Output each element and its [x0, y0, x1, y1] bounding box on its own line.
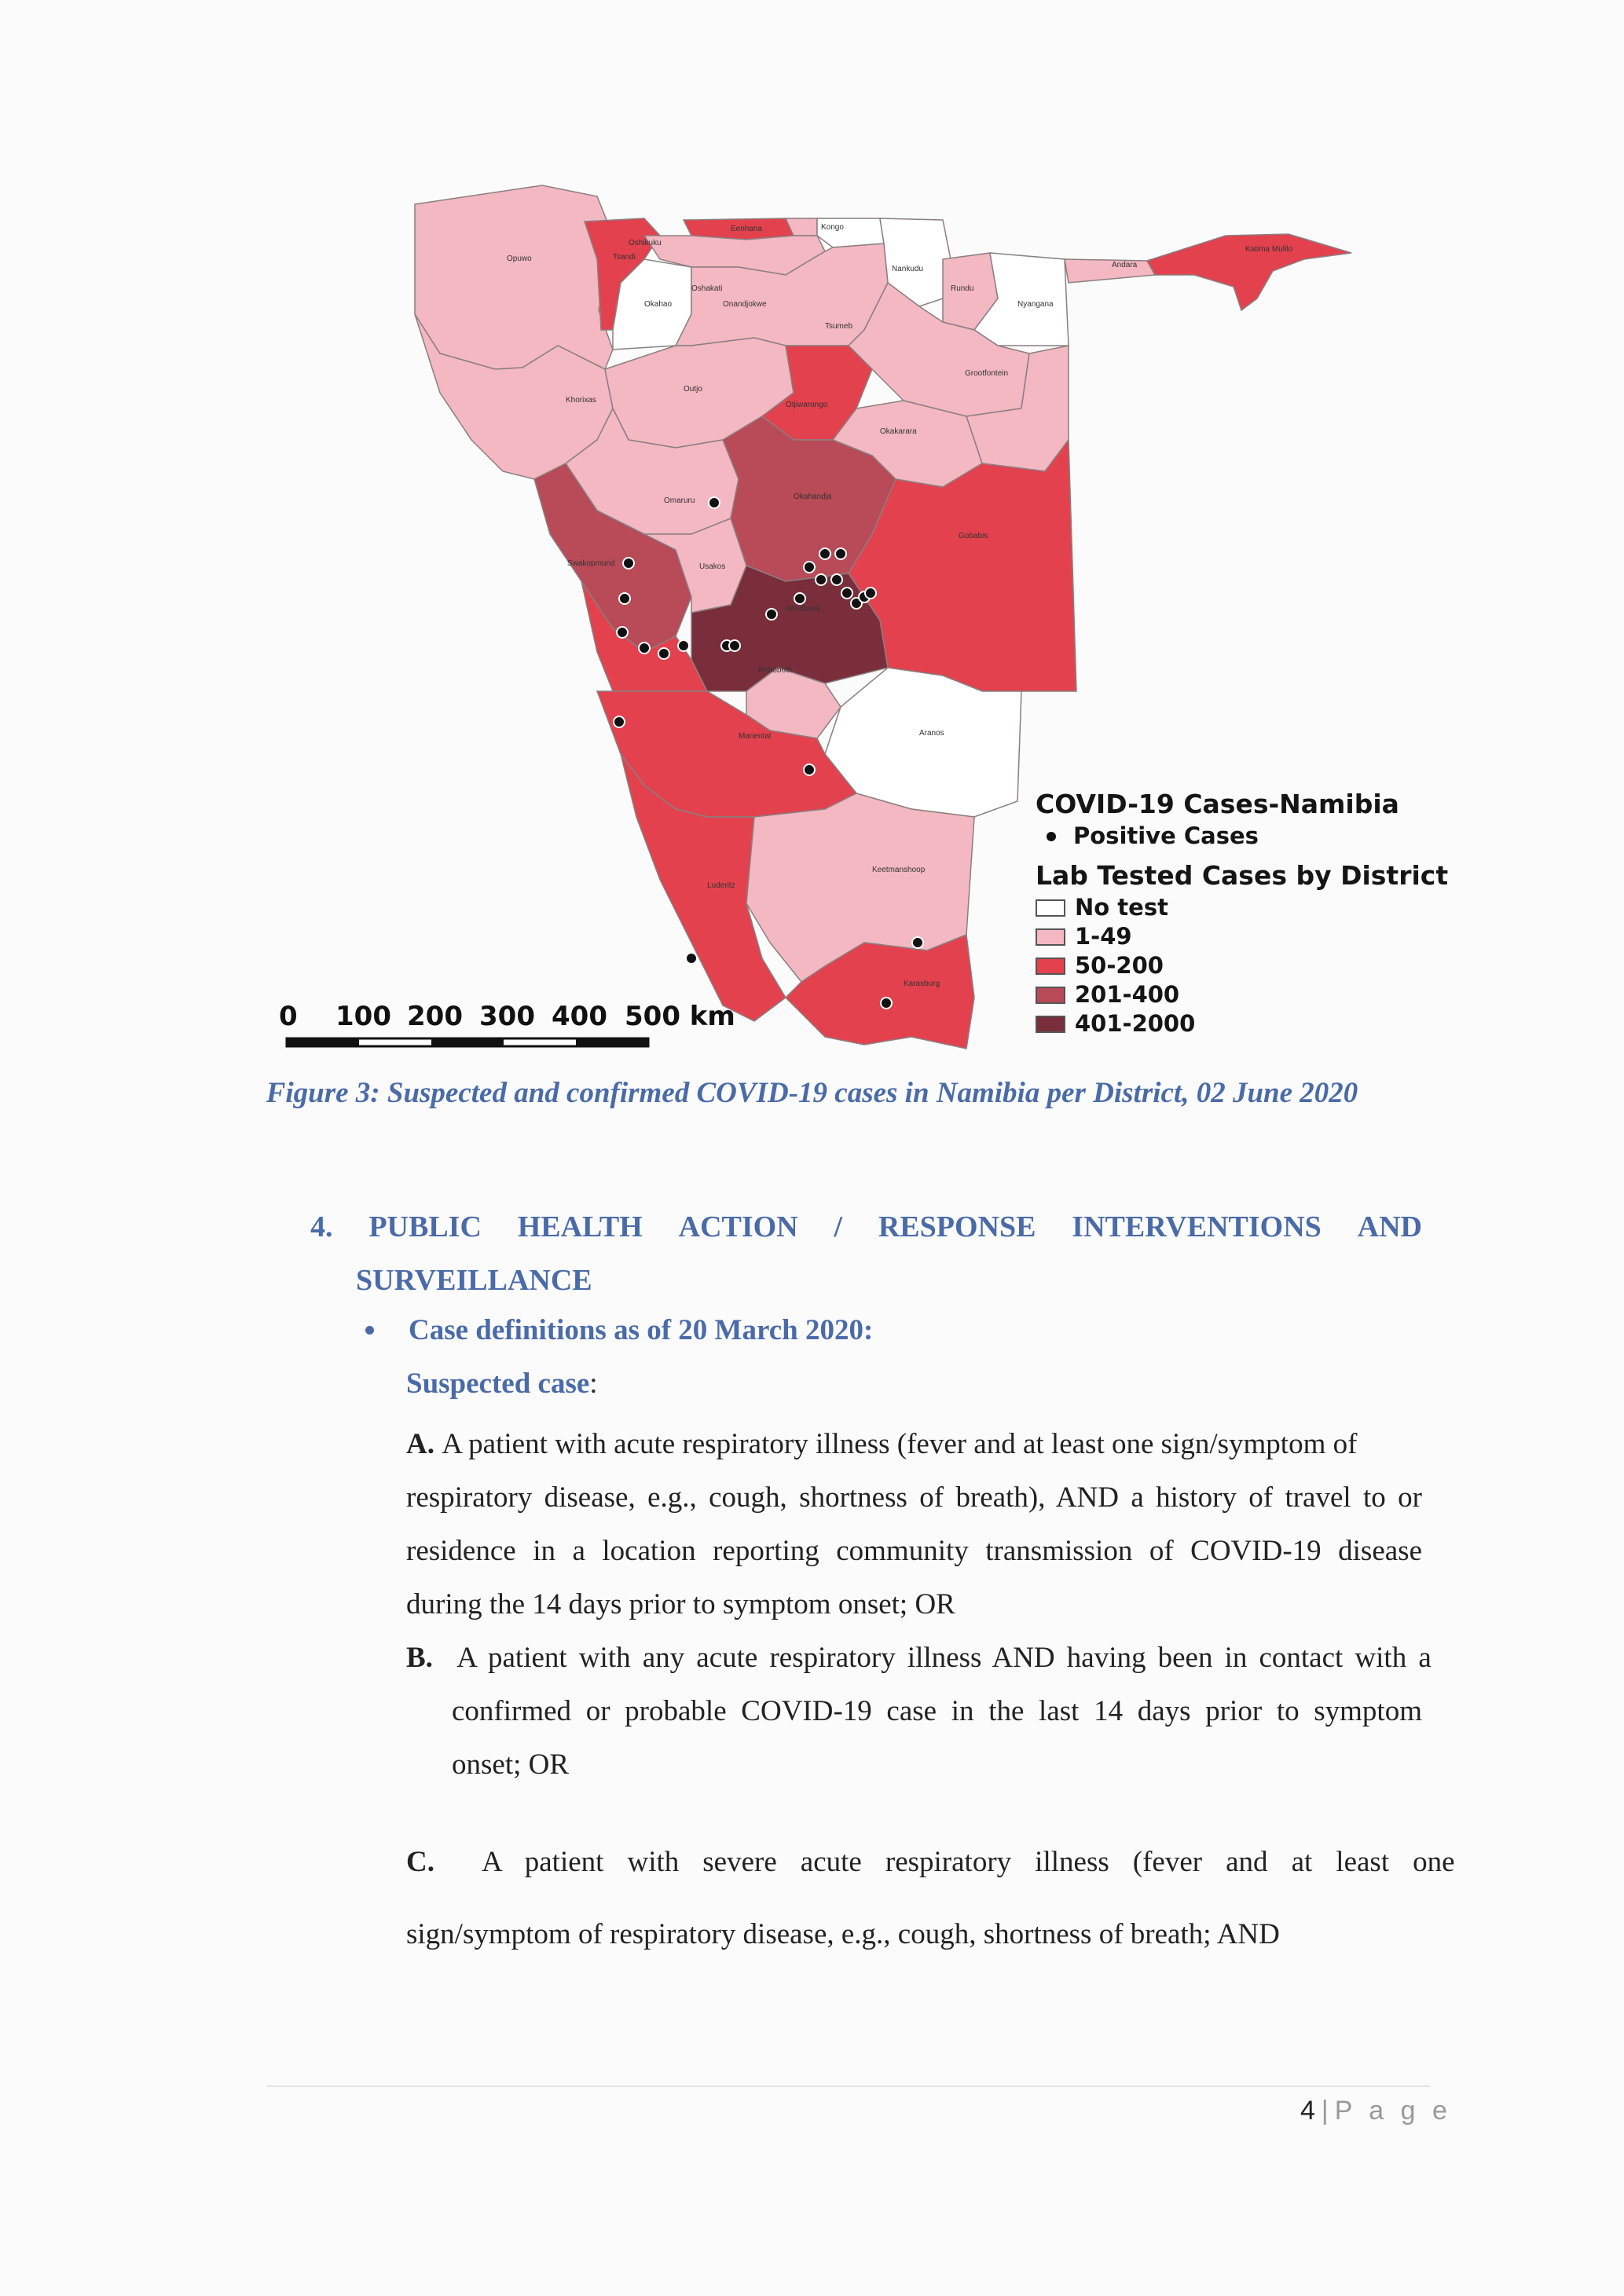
figure-caption: Figure 3: Suspected and confirmed COVID-19 cases in Namibia per District, 02 June 2020: [266, 1077, 1358, 1109]
page-word: P a g e: [1334, 2096, 1452, 2126]
paragraph-c-line-1: A patient with severe acute respiratory illness (fever and at least one: [482, 1846, 1455, 1878]
district-opuwo: [415, 185, 613, 369]
svg-text:Mariental: Mariental: [739, 732, 772, 741]
scale-label-0: 0: [279, 1001, 298, 1032]
svg-text:Katima Mulilo: Katima Mulilo: [1245, 245, 1293, 254]
suspected-case-heading: [406, 1367, 598, 1401]
paragraph-line: [406, 1826, 1455, 1899]
heading-word: AND: [1357, 1210, 1422, 1243]
svg-text:Grootfontein: Grootfontein: [965, 369, 1009, 378]
legend-item-201-400: [1036, 980, 1448, 1009]
page-number-value: 4: [1300, 2096, 1315, 2126]
scale-label-500: 500 km: [625, 1001, 735, 1032]
svg-text:Okakarara: Okakarara: [880, 427, 917, 436]
footer-divider: [267, 2085, 1430, 2087]
svg-text:Karasburg: Karasburg: [904, 980, 940, 988]
legend-label: 201-400: [1075, 981, 1180, 1008]
legend-swatch: [1036, 899, 1065, 917]
heading-word: PUBLIC: [368, 1210, 482, 1243]
svg-text:Windhoek: Windhoek: [786, 605, 821, 613]
legend-item-401-2000: [1036, 1009, 1448, 1038]
legend-item-50-200: [1036, 951, 1448, 980]
legend-positive-label: Positive Cases: [1073, 822, 1259, 849]
paragraph-line: [406, 1631, 1432, 1685]
heading-word: ACTION: [678, 1210, 798, 1243]
paragraph-b-line-2: confirmed or probable COVID-19 case in the last 14 days prior to symptom: [452, 1695, 1422, 1727]
paragraph-line: [406, 1418, 1422, 1471]
svg-text:Nyangana: Nyangana: [1017, 300, 1054, 309]
svg-text:Oshakati: Oshakati: [691, 284, 723, 293]
svg-text:Gobabis: Gobabis: [959, 532, 988, 540]
paragraph-a-line-1: A patient with acute respiratory illness (fever and at least one sign/symptom of: [442, 1428, 1358, 1460]
map-legend: [1036, 787, 1448, 1038]
heading-line-2: SURVEILLANCE: [356, 1264, 592, 1297]
legend-item-no-test: [1036, 893, 1448, 922]
svg-text:Okahao: Okahao: [644, 300, 673, 309]
legend-label: 50-200: [1075, 952, 1164, 979]
svg-text:Nankudu: Nankudu: [892, 265, 924, 273]
scale-label-100: 100: [335, 1001, 391, 1032]
svg-text:Khorixas: Khorixas: [566, 396, 596, 405]
legend-item-1-49: [1036, 922, 1448, 951]
section-heading: [310, 1200, 1422, 1307]
svg-text:Tsumeb: Tsumeb: [825, 322, 853, 331]
svg-text:Omaruru: Omaruru: [664, 496, 695, 505]
heading-number: 4.: [310, 1210, 333, 1243]
legend-swatch: [1036, 928, 1065, 946]
bullet-dot-icon: [365, 1326, 374, 1335]
scale-label-300: 300: [479, 1001, 535, 1032]
legend-swatch: [1036, 1016, 1065, 1033]
svg-text:Usakos: Usakos: [699, 562, 726, 571]
svg-text:Andara: Andara: [1112, 261, 1138, 269]
paragraph-c: [406, 1826, 1455, 1971]
svg-text:Tsandi: Tsandi: [613, 253, 636, 262]
svg-text:Oshikuku: Oshikuku: [629, 239, 662, 247]
bullet-text: Case definitions as of 20 March 2020:: [409, 1314, 874, 1346]
heading-word: RESPONSE: [878, 1210, 1036, 1243]
paragraph-a-line-3: residence in a location reporting community transmission of COVID-19 disease: [406, 1535, 1422, 1567]
svg-text:Okahandja: Okahandja: [794, 493, 832, 501]
legend-swatch: [1036, 987, 1065, 1004]
bullet-case-definitions: [365, 1313, 873, 1347]
svg-text:Swakopmund: Swakopmund: [567, 559, 615, 568]
svg-text:Outjo: Outjo: [684, 385, 702, 394]
legend-positive-cases: [1036, 822, 1448, 851]
paragraph-c-line-2: sign/symptom of respiratory disease, e.g., cough, shortness of breath; AND: [406, 1918, 1280, 1950]
legend-title: COVID-19 Cases-Namibia: [1036, 789, 1399, 819]
suspected-colon: :: [589, 1368, 598, 1400]
paragraph-c-label: C.: [406, 1846, 434, 1878]
svg-text:Otjiwarongo: Otjiwarongo: [786, 401, 828, 409]
paragraph-a-line-4: during the 14 days prior to symptom onset; OR: [406, 1588, 955, 1620]
svg-text:Eenhana: Eenhana: [731, 225, 763, 233]
heading-word: HEALTH: [517, 1210, 643, 1243]
paragraph-b-line-3: onset; OR: [452, 1749, 570, 1781]
legend-subtitle: Lab Tested Cases by District: [1036, 860, 1449, 891]
legend-label: 401-2000: [1075, 1010, 1196, 1037]
svg-text:Onandjokwe: Onandjokwe: [723, 300, 767, 309]
page-separator: |: [1321, 2096, 1329, 2126]
page-number: [1300, 2096, 1452, 2126]
paragraph-a-line-2: respiratory disease, e.g., cough, shortness of breath), AND a history of travel to or: [406, 1481, 1422, 1514]
svg-text:Luderitz: Luderitz: [707, 881, 735, 890]
legend-swatch: [1036, 958, 1065, 975]
paragraph-a: [406, 1418, 1422, 1631]
scale-label-400: 400: [552, 1001, 607, 1032]
positive-case-dot-icon: [1047, 832, 1056, 841]
svg-text:Opuwo: Opuwo: [507, 255, 532, 263]
legend-label: 1-49: [1075, 923, 1132, 950]
district-andara: [1065, 259, 1155, 283]
suspected-label: Suspected case: [406, 1368, 590, 1400]
paragraph-b-line-1: A patient with any acute respiratory illness AND having been in contact with a: [456, 1642, 1432, 1674]
heading-word: /: [834, 1210, 843, 1243]
scale-bar: [279, 1001, 735, 1046]
scale-label-200: 200: [407, 1001, 463, 1032]
paragraph-b: [406, 1631, 1432, 1792]
svg-text:Keetmanshoop: Keetmanshoop: [872, 866, 926, 874]
svg-text:Rehoboth: Rehoboth: [758, 666, 793, 675]
svg-text:Aranos: Aranos: [919, 729, 944, 738]
legend-label: No test: [1075, 894, 1168, 921]
svg-text:Kongo: Kongo: [821, 223, 844, 232]
heading-line-1: [310, 1200, 1422, 1254]
svg-text:Rundu: Rundu: [951, 284, 974, 293]
paragraph-b-label: B.: [406, 1642, 433, 1674]
paragraph-a-label: A.: [406, 1428, 434, 1460]
heading-word: INTERVENTIONS: [1072, 1210, 1322, 1243]
